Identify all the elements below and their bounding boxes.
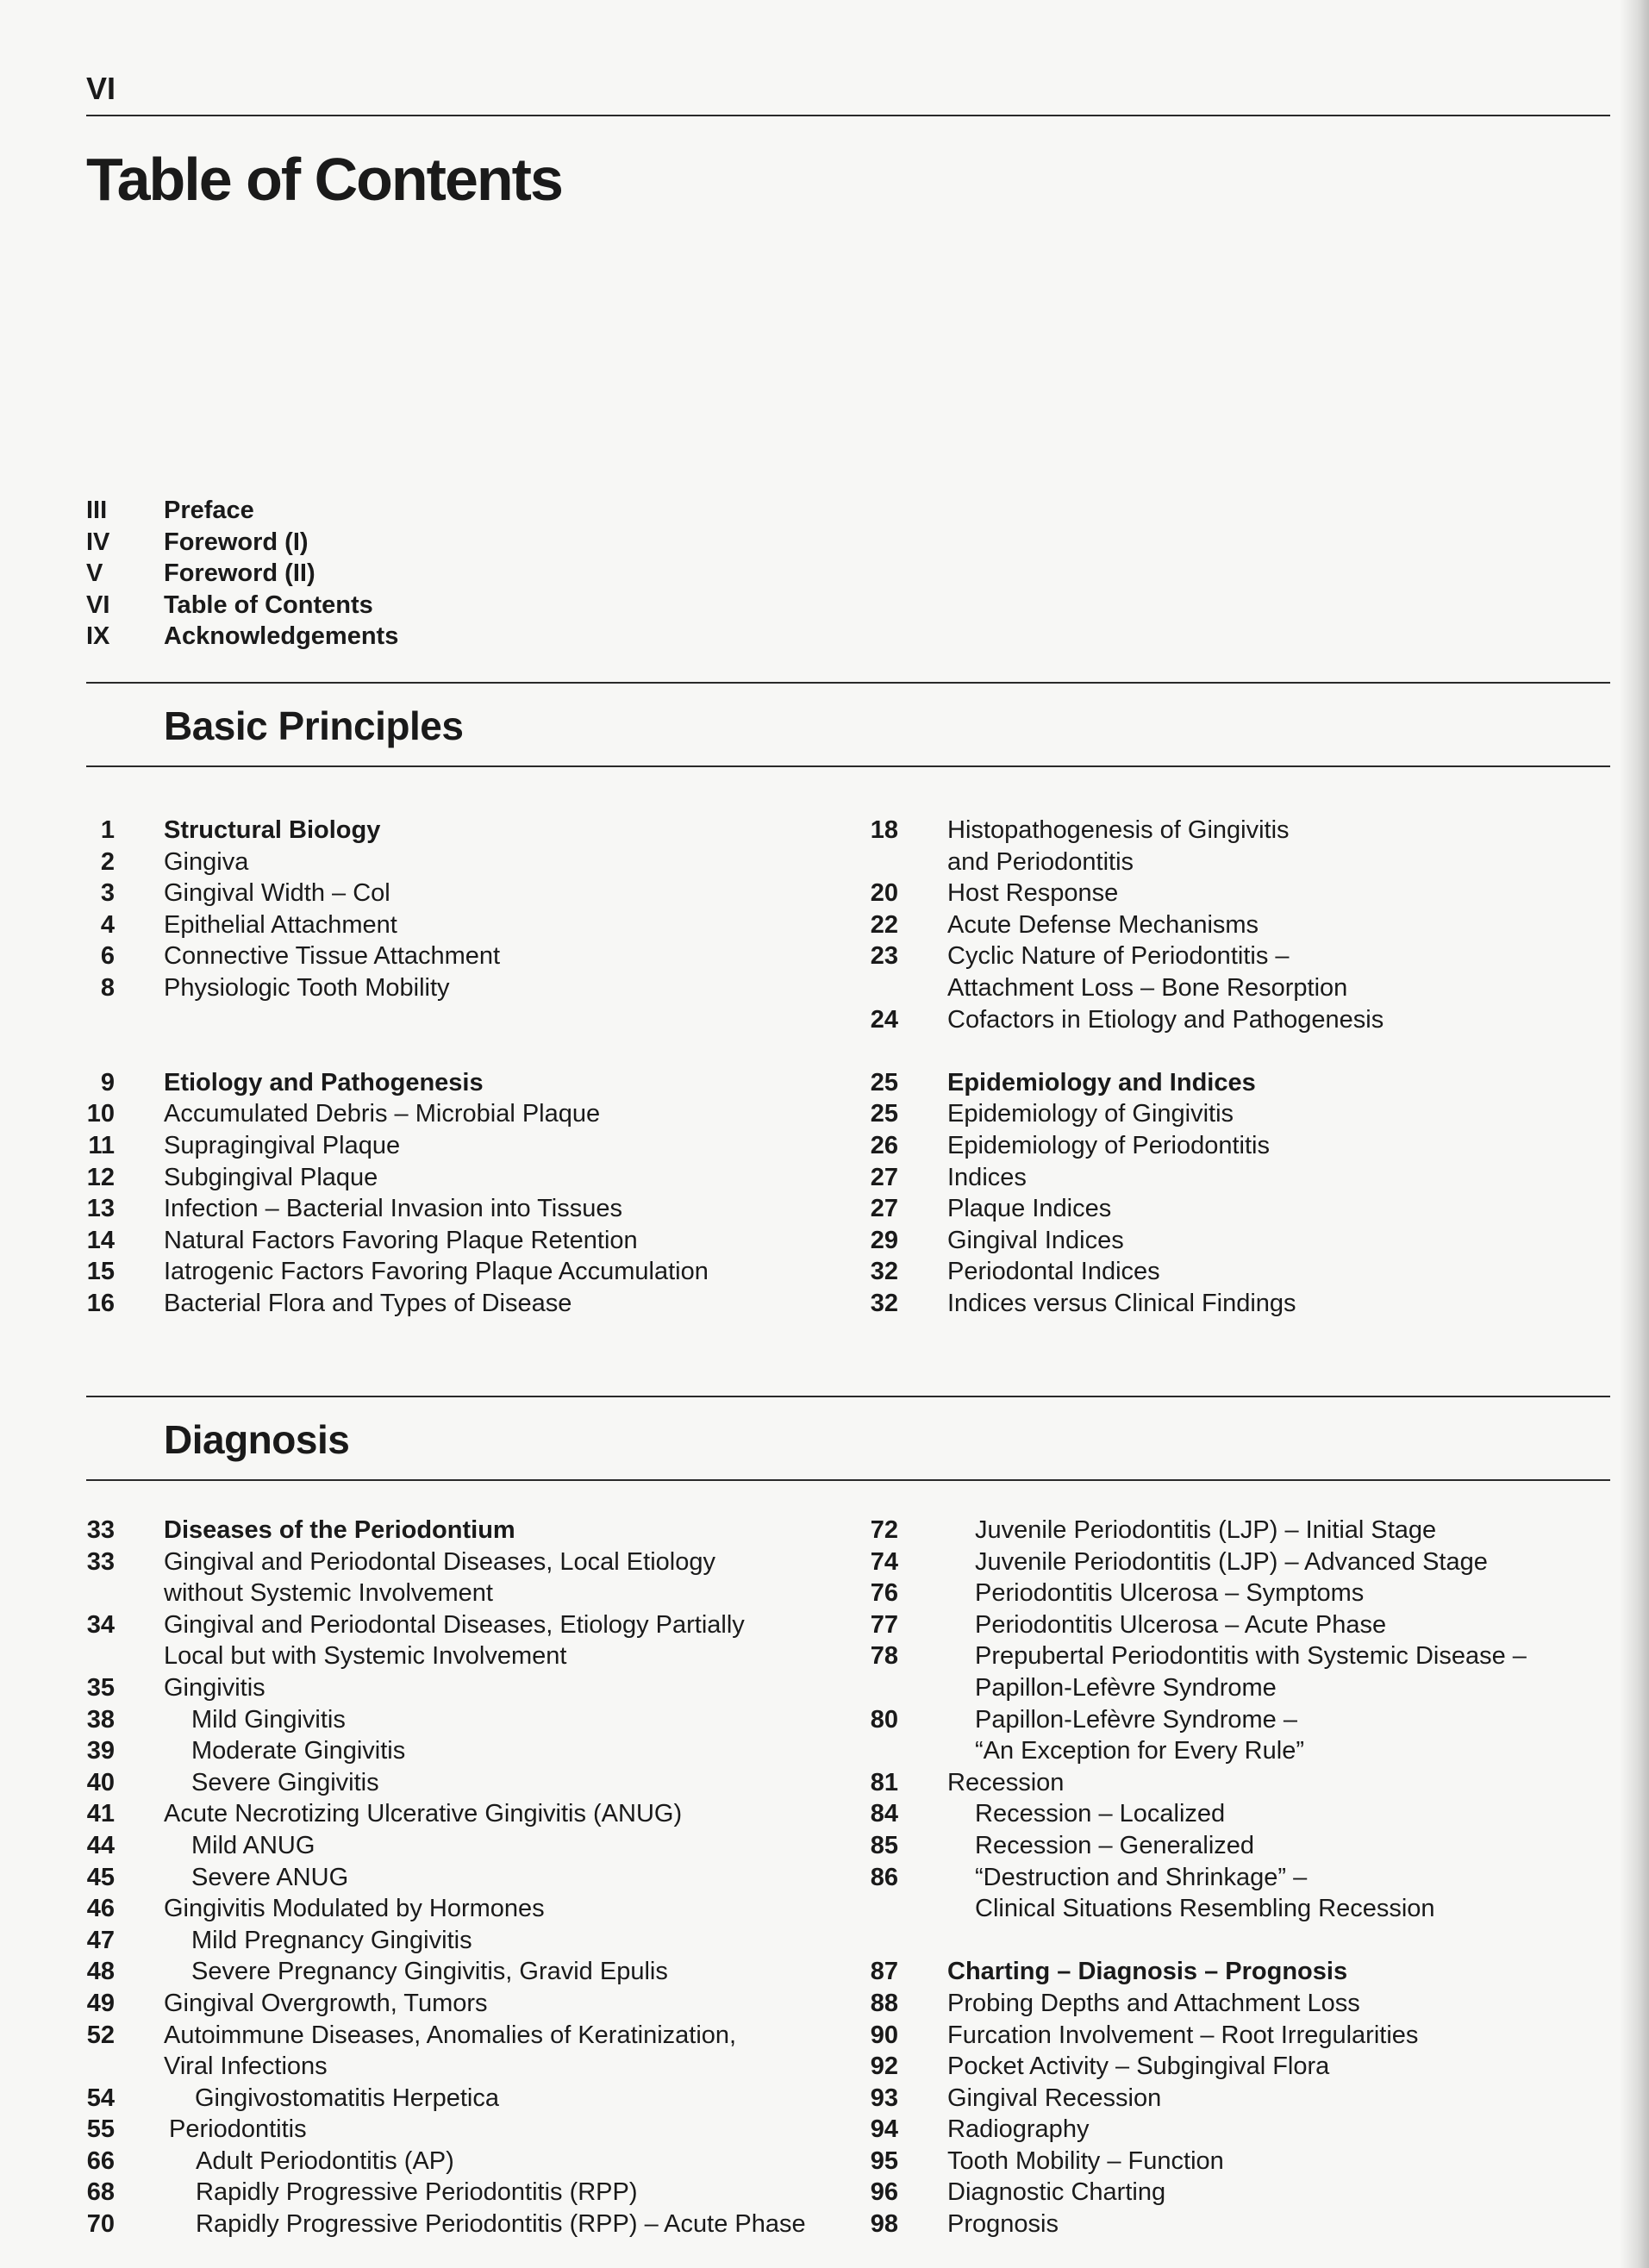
entry-page: 92 — [870, 2052, 898, 2081]
entry-page: 98 — [870, 2210, 898, 2239]
entry-title-continued: Clinical Situations Resembling Recession — [975, 1895, 1435, 1923]
toc-entry — [870, 1640, 1611, 1672]
entry-title: Cyclic Nature of Periodontitis – — [947, 942, 1290, 971]
front-matter-entry — [86, 621, 828, 653]
entry-title: Preface — [164, 497, 254, 524]
entry-title: Prognosis — [947, 2210, 1059, 2239]
entry-page: 23 — [870, 942, 898, 971]
entry-title: Indices — [947, 1163, 1027, 1191]
entry-title: Mild Gingivitis — [191, 1705, 346, 1734]
toc-entry — [86, 1546, 828, 1578]
section-rule-bottom — [86, 765, 1610, 767]
toc-entry — [870, 1578, 1611, 1609]
entry-title: Periodontal Indices — [947, 1258, 1160, 1286]
toc-entry — [86, 1256, 828, 1288]
entry-page: 11 — [88, 1131, 115, 1159]
entry-page: 84 — [870, 1800, 898, 1828]
toc-entry — [86, 2146, 828, 2177]
toc-entry — [870, 2083, 1611, 2115]
entry-page: 14 — [86, 1226, 115, 1254]
entry-page: 48 — [86, 1958, 115, 1986]
toc-entry — [870, 1767, 1611, 1799]
entry-title: Connective Tissue Attachment — [164, 942, 501, 971]
entry-title: Gingivostomatitis Herpetica — [195, 2084, 499, 2112]
toc-entry — [86, 2020, 828, 2052]
toc-entry — [86, 847, 828, 878]
entry-title: Indices versus Clinical Findings — [947, 1289, 1296, 1317]
entry-page: 52 — [86, 2021, 115, 2049]
entry-title: Gingival Indices — [947, 1226, 1124, 1254]
entry-page: 32 — [870, 1289, 898, 1317]
entry-page: 27 — [870, 1163, 898, 1191]
entry-page: 33 — [86, 1547, 115, 1576]
entry-page: 76 — [870, 1579, 898, 1608]
toc-entry — [86, 1956, 828, 1988]
entry-page: IX — [86, 622, 110, 651]
toc-entry — [870, 1956, 1611, 1988]
entry-title: Epidemiology of Gingivitis — [947, 1100, 1234, 1128]
entry-title: Recession – Generalized — [975, 1831, 1255, 1859]
entry-title: Mild ANUG — [191, 1831, 315, 1859]
entry-title-continued: Viral Infections — [164, 2052, 328, 2081]
entry-page: IV — [86, 528, 110, 556]
entry-page: 96 — [870, 2178, 898, 2207]
entry-page: 1 — [100, 816, 115, 844]
toc-entry — [86, 972, 828, 1004]
basic-principles-right-column — [870, 815, 1611, 1320]
entry-title: Supragingival Plaque — [164, 1131, 401, 1159]
toc-entry — [870, 1609, 1611, 1641]
toc-entry — [86, 1288, 828, 1320]
entry-page: 12 — [86, 1163, 115, 1191]
toc-entry — [870, 1256, 1611, 1288]
section-title-diagnosis: Diagnosis — [164, 1417, 350, 1462]
entry-title: Probing Depths and Attachment Loss — [947, 1989, 1360, 2017]
toc-entry — [86, 1862, 828, 1894]
entry-page: 9 — [100, 1068, 115, 1097]
entry-page: 46 — [86, 1895, 115, 1923]
entry-title: Gingival Recession — [947, 2084, 1162, 2112]
toc-entry — [870, 1288, 1611, 1320]
entry-title-continued: “An Exception for Every Rule” — [975, 1737, 1304, 1765]
entry-page: 24 — [870, 1005, 898, 1034]
entry-page: 55 — [86, 2115, 115, 2144]
section-rule-bottom — [86, 1479, 1610, 1481]
basic-principles-left-column — [86, 815, 828, 1320]
toc-entry — [870, 909, 1611, 941]
toc-entry — [86, 1988, 828, 2020]
entry-page: V — [86, 559, 103, 588]
entry-title: Cofactors in Etiology and Pathogenesis — [947, 1005, 1384, 1034]
entry-title: Severe ANUG — [191, 1863, 349, 1891]
entry-page: 20 — [870, 879, 898, 908]
entry-title: Gingivitis Modulated by Hormones — [164, 1895, 545, 1923]
toc-entry — [86, 1162, 828, 1194]
toc-entry — [86, 2177, 828, 2209]
entry-page: 80 — [870, 1705, 898, 1734]
entry-title: Iatrogenic Factors Favoring Plaque Accumulation — [164, 1258, 709, 1286]
entry-page: 38 — [86, 1705, 115, 1734]
entry-page: 13 — [86, 1195, 115, 1223]
entry-page: 32 — [870, 1258, 898, 1286]
page-title: Table of Contents — [86, 146, 562, 213]
toc-entry — [86, 1704, 828, 1736]
entry-title: Adult Periodontitis (AP) — [196, 2146, 454, 2175]
toc-entry — [870, 1988, 1611, 2020]
entry-page: 95 — [870, 2146, 898, 2175]
entry-title: Epidemiology and Indices — [947, 1068, 1256, 1097]
toc-entry — [86, 1225, 828, 1257]
entry-title: Periodontitis Ulcerosa – Acute Phase — [975, 1610, 1387, 1639]
toc-entry — [870, 2114, 1611, 2146]
entry-title: Recession – Localized — [975, 1800, 1226, 1828]
entry-title: Epithelial Attachment — [164, 910, 397, 939]
entry-title: Structural Biology — [164, 816, 381, 844]
entry-title: Severe Pregnancy Gingivitis, Gravid Epulis — [191, 1958, 668, 1986]
entry-title: “Destruction and Shrinkage” – — [975, 1863, 1308, 1891]
entry-title: Rapidly Progressive Periodontitis (RPP) — [196, 2178, 638, 2207]
toc-entry — [86, 1735, 828, 1767]
entry-title: Juvenile Periodontitis (LJP) – Initial Stage — [975, 1516, 1437, 1544]
diagnosis-left-column — [86, 1515, 828, 2240]
entry-title-continued: and Periodontitis — [947, 847, 1134, 876]
entry-page: III — [86, 497, 108, 524]
entry-page: 77 — [870, 1610, 898, 1639]
toc-entry — [86, 940, 828, 972]
entry-title: Gingival Width – Col — [164, 879, 390, 908]
entry-title: Foreword (I) — [164, 528, 309, 556]
entry-page: 66 — [86, 2146, 115, 2175]
entry-page: 3 — [100, 879, 115, 908]
toc-entry — [870, 2051, 1611, 2083]
entry-title: Diseases of the Periodontium — [164, 1516, 515, 1544]
toc-entry — [86, 2114, 828, 2146]
toc-entry — [870, 1225, 1611, 1257]
toc-entry — [870, 1193, 1611, 1225]
front-matter-entry — [86, 590, 828, 622]
entry-page: 6 — [100, 942, 115, 971]
entry-title: Epidemiology of Periodontitis — [947, 1131, 1270, 1159]
toc-entry — [870, 1515, 1611, 1546]
toc-entry — [86, 1098, 828, 1130]
toc-entry — [86, 2083, 828, 2115]
entry-page: 40 — [86, 1768, 115, 1796]
entry-title: Radiography — [947, 2115, 1090, 2144]
toc-entry — [870, 878, 1611, 909]
entry-page: 49 — [86, 1989, 115, 2017]
section-rule-top — [86, 682, 1610, 684]
entry-page: 78 — [870, 1642, 898, 1671]
entry-title: Pocket Activity – Subgingival Flora — [947, 2052, 1330, 2081]
toc-entry — [86, 1767, 828, 1799]
toc-entry — [86, 2209, 828, 2240]
entry-page: 81 — [870, 1768, 898, 1796]
entry-title: Host Response — [947, 879, 1119, 908]
entry-title: Etiology and Pathogenesis — [164, 1068, 484, 1097]
entry-title-continued: Attachment Loss – Bone Resorption — [947, 973, 1348, 1002]
toc-entry — [870, 1862, 1611, 1894]
toc-entry — [86, 1515, 828, 1546]
entry-title: Tooth Mobility – Function — [947, 2146, 1224, 2175]
section-rule-top — [86, 1396, 1610, 1397]
entry-title: Gingiva — [164, 847, 249, 876]
entry-page: 72 — [870, 1516, 898, 1544]
toc-entry — [870, 1704, 1611, 1736]
entry-title: Subgingival Plaque — [164, 1163, 378, 1191]
entry-page: 25 — [870, 1100, 898, 1128]
toc-entry — [86, 1830, 828, 1862]
entry-page: 16 — [86, 1289, 115, 1317]
header-rule — [86, 115, 1610, 116]
entry-title: Mild Pregnancy Gingivitis — [191, 1926, 472, 1954]
entry-title: Plaque Indices — [947, 1195, 1112, 1223]
toc-entry — [870, 1162, 1611, 1194]
entry-page: 44 — [86, 1831, 115, 1859]
toc-entry — [86, 815, 828, 847]
toc-entry — [86, 1925, 828, 1957]
entry-title: Bacterial Flora and Types of Disease — [164, 1289, 572, 1317]
entry-page: 70 — [86, 2210, 115, 2239]
entry-page: 39 — [86, 1737, 115, 1765]
toc-entry — [86, 909, 828, 941]
toc-entry — [870, 1130, 1611, 1162]
entry-page: 15 — [86, 1258, 115, 1286]
entry-title: Physiologic Tooth Mobility — [164, 973, 450, 1002]
entry-page: 22 — [870, 910, 898, 939]
toc-entry — [86, 1609, 828, 1641]
toc-entry — [86, 1193, 828, 1225]
entry-page: 25 — [870, 1068, 898, 1097]
entry-page: 85 — [870, 1831, 898, 1859]
entry-title: Natural Factors Favoring Plaque Retention — [164, 1226, 638, 1254]
toc-entry — [86, 1130, 828, 1162]
entry-title-continued: Local but with Systemic Involvement — [164, 1642, 567, 1671]
entry-title: Charting – Diagnosis – Prognosis — [947, 1958, 1348, 1986]
entry-page: 86 — [870, 1863, 898, 1891]
entry-title: Juvenile Periodontitis (LJP) – Advanced Stage — [975, 1547, 1488, 1576]
entry-title: Gingivitis — [164, 1673, 265, 1702]
toc-entry — [870, 1067, 1611, 1099]
entry-title: Gingival and Periodontal Diseases, Local Etiology — [164, 1547, 715, 1576]
toc-entry — [86, 878, 828, 909]
entry-page: 88 — [870, 1989, 898, 2017]
entry-title: Acute Necrotizing Ulcerative Gingivitis (ANUG) — [164, 1800, 683, 1828]
toc-entry — [870, 2020, 1611, 2052]
entry-page: 4 — [100, 910, 115, 939]
entry-page: 90 — [870, 2021, 898, 2049]
entry-title: Gingival and Periodontal Diseases, Etiology Partially — [164, 1610, 745, 1639]
entry-page: 8 — [100, 973, 115, 1002]
entry-page: 18 — [870, 816, 898, 844]
entry-title-continued: without Systemic Involvement — [164, 1579, 493, 1608]
diagnosis-right-column — [870, 1515, 1611, 2240]
entry-page: 10 — [86, 1100, 115, 1128]
entry-title: Gingival Overgrowth, Tumors — [164, 1989, 488, 2017]
entry-title: Prepubertal Periodontitis with Systemic Disease – — [975, 1642, 1527, 1671]
entry-title: Periodontitis Ulcerosa – Symptoms — [975, 1579, 1365, 1608]
toc-entry — [86, 1893, 828, 1925]
entry-page: 41 — [86, 1800, 115, 1828]
toc-entry — [870, 1798, 1611, 1830]
toc-entry — [870, 815, 1611, 847]
entry-page: 54 — [86, 2084, 115, 2112]
entry-title: Rapidly Progressive Periodontitis (RPP) – Acute Phase — [196, 2210, 806, 2239]
entry-title: Recession — [947, 1768, 1065, 1796]
toc-entry — [870, 1098, 1611, 1130]
toc-entry — [870, 2146, 1611, 2177]
entry-page: 68 — [86, 2178, 115, 2207]
entry-title: Furcation Involvement – Root Irregularities — [947, 2021, 1419, 2049]
entry-page: 33 — [86, 1516, 115, 1544]
entry-page: 29 — [870, 1226, 898, 1254]
page-edge-shadow — [1620, 0, 1649, 2268]
entry-title: Table of Contents — [164, 590, 373, 619]
entry-title: Periodontitis — [169, 2115, 307, 2144]
entry-title: Diagnostic Charting — [947, 2178, 1166, 2207]
toc-entry — [86, 1672, 828, 1704]
entry-title: Severe Gingivitis — [191, 1768, 379, 1796]
entry-page: 93 — [870, 2084, 898, 2112]
entry-title: Papillon-Lefèvre Syndrome – — [975, 1705, 1297, 1734]
toc-entry — [86, 1798, 828, 1830]
entry-title: Acute Defense Mechanisms — [947, 910, 1259, 939]
toc-entry — [870, 1830, 1611, 1862]
entry-title: Autoimmune Diseases, Anomalies of Keratinization, — [164, 2021, 737, 2049]
entry-page: 35 — [86, 1673, 115, 1702]
entry-title-continued: Papillon-Lefèvre Syndrome — [975, 1673, 1277, 1702]
front-matter-list — [86, 495, 828, 653]
toc-entry — [870, 940, 1611, 972]
entry-title: Foreword (II) — [164, 559, 315, 588]
entry-page: 47 — [86, 1926, 115, 1954]
entry-page: 94 — [870, 2115, 898, 2144]
front-matter-entry — [86, 495, 828, 527]
front-matter-entry — [86, 527, 828, 559]
toc-entry — [870, 1546, 1611, 1578]
entry-page: 26 — [870, 1131, 898, 1159]
section-title-basic-principles: Basic Principles — [164, 703, 464, 748]
toc-entry — [86, 1067, 828, 1099]
entry-title: Acknowledgements — [164, 622, 399, 651]
entry-title: Infection – Bacterial Invasion into Tissues — [164, 1195, 622, 1223]
entry-title: Moderate Gingivitis — [191, 1737, 406, 1765]
entry-page: 87 — [870, 1958, 898, 1986]
entry-page: VI — [86, 590, 110, 619]
entry-title: Histopathogenesis of Gingivitis — [947, 816, 1290, 844]
entry-page: 45 — [86, 1863, 115, 1891]
toc-entry — [870, 2209, 1611, 2240]
page-number: VI — [86, 71, 116, 106]
toc-entry — [870, 1004, 1611, 1036]
entry-page: 34 — [86, 1610, 115, 1639]
entry-page: 27 — [870, 1195, 898, 1223]
entry-page: 74 — [870, 1547, 898, 1576]
toc-entry — [870, 2177, 1611, 2209]
entry-title: Accumulated Debris – Microbial Plaque — [164, 1100, 601, 1128]
entry-page: 2 — [100, 847, 115, 876]
front-matter-entry — [86, 558, 828, 590]
